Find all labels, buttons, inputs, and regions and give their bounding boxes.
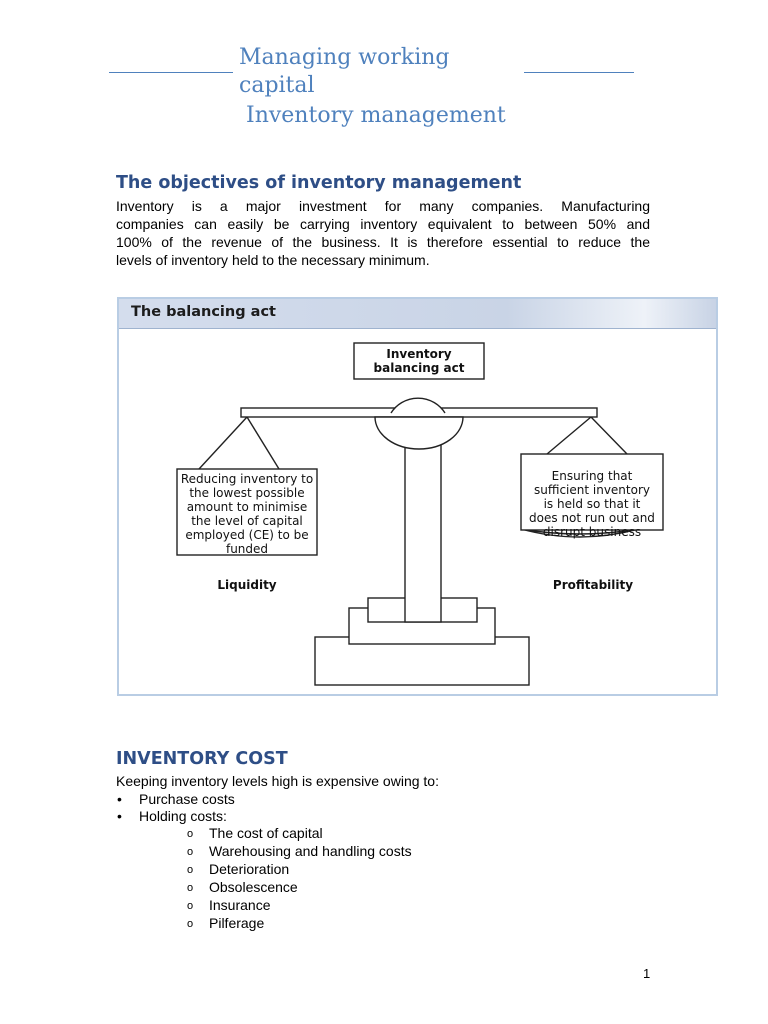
paragraph-line: Inventory is a major investment for many companies. Manufacturing [116,198,650,214]
left-box-line: funded [225,542,269,556]
balance-scale-diagram [119,299,716,694]
bullet-item: Purchase costs [139,791,235,807]
objectives-paragraph [116,197,650,269]
sub-bullet-item: Warehousing and handling costs [209,843,412,859]
document-title-line2: capital [239,73,315,98]
paragraph-line: levels of inventory held to the necessary minimum. [116,252,430,268]
left-box-line: the level of capital [191,514,303,528]
right-pan-string [547,417,591,454]
figure-title: The balancing act [131,304,276,320]
left-pan-string [199,417,247,469]
sub-bullet-item: Deterioration [209,861,290,877]
document-title-line1: Managing working [239,45,450,70]
header-rule-left [109,72,233,73]
paragraph-line: companies can easily be carrying inventory equivalent to between 50% and [116,216,650,232]
scale-pivot-dome [391,398,445,413]
left-box-line: the lowest possible [189,486,305,500]
liquidity-label: Liquidity [217,578,277,592]
sub-bullet-icon: o [187,864,194,876]
right-box-line: does not run out and [529,511,655,525]
header-rule-right [524,72,634,73]
bullet-icon: • [117,808,122,824]
scale-column [405,444,441,622]
sub-bullet-icon: o [187,900,194,912]
top-box-line: balancing act [373,361,465,375]
right-box-line: is held so that it [543,497,641,511]
left-box-line: amount to minimise [186,500,308,514]
inventory-cost-heading: INVENTORY COST [116,749,288,769]
sub-bullet-icon: o [187,846,194,858]
sub-bullet-item: Insurance [209,897,271,913]
paragraph-line: 100% of the revenue of the business. It is therefore essential to reduce the [116,234,650,250]
inventory-cost-intro: Keeping inventory levels high is expensive owing to: [116,773,439,789]
balancing-act-figure [117,297,718,696]
page-number: 1 [643,966,651,981]
right-box-line: Ensuring that [551,469,633,483]
document-subtitle: Inventory management [246,103,506,128]
sub-bullet-item: The cost of capital [209,825,323,841]
sub-bullet-item: Pilferage [209,915,265,931]
profitability-label: Profitability [552,578,634,592]
right-box-line: disrupt business [542,525,642,539]
right-box-line: sufficient inventory [533,483,651,497]
left-box-line: Reducing inventory to [180,472,314,486]
sub-bullet-item: Obsolescence [209,879,298,895]
bullet-icon: • [117,791,122,807]
left-box-line: employed (CE) to be [185,528,309,542]
scale-pivot-bowl [375,417,463,449]
objectives-heading: The objectives of inventory management [116,173,522,193]
bullet-item: Holding costs: [139,808,227,824]
right-pan-string [591,417,627,454]
sub-bullet-icon: o [187,828,194,840]
sub-bullet-icon: o [187,882,194,894]
top-box-line: Inventory [386,347,452,361]
left-pan-string [247,417,279,469]
sub-bullet-icon: o [187,918,194,930]
